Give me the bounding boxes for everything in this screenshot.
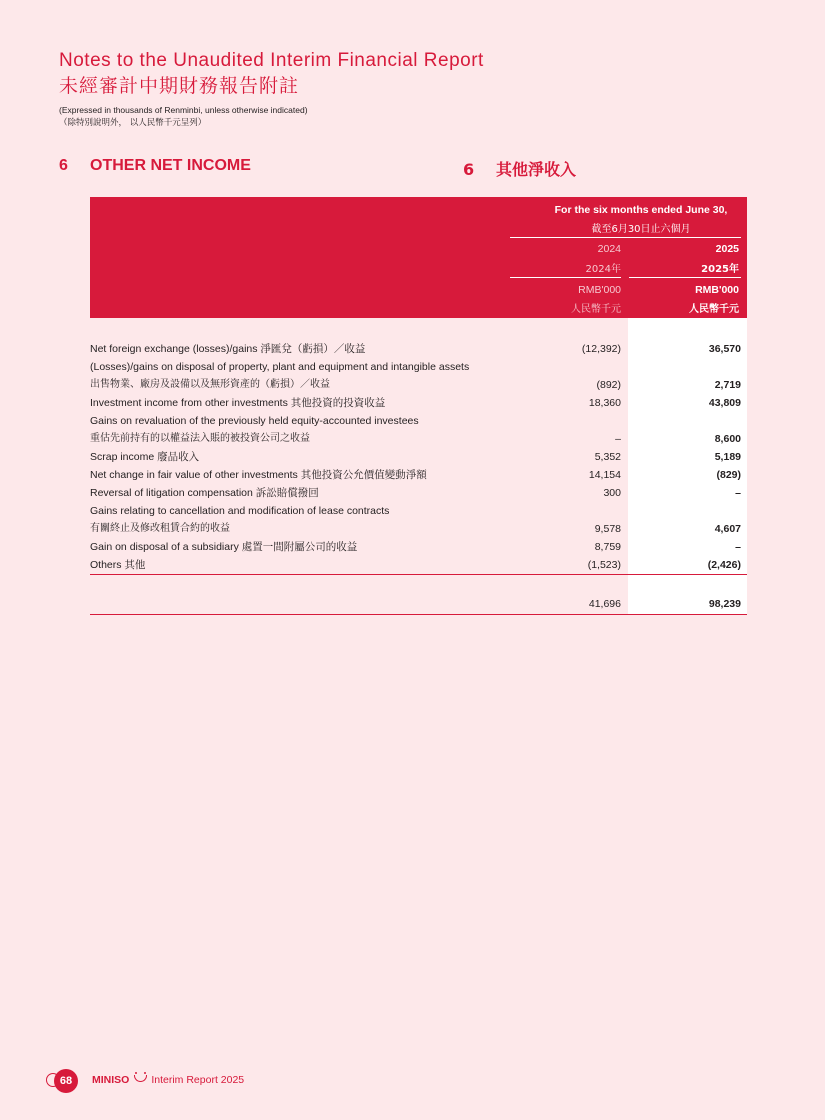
table-row bbox=[90, 340, 747, 358]
expressed-note-zh: （除特別說明外， 以人民幣千元呈列） bbox=[59, 118, 207, 128]
report-name: Interim Report 2025 bbox=[151, 1074, 245, 1086]
table-row bbox=[90, 430, 747, 448]
col-2024-unit-zh: 人民幣千元 bbox=[571, 304, 621, 315]
row-value-2024: 9,578 bbox=[594, 523, 621, 535]
row-value-2025: 43,809 bbox=[708, 397, 741, 409]
header-rule-2025 bbox=[629, 277, 741, 278]
col-2025-unit-zh: 人民幣千元 bbox=[689, 304, 739, 315]
section-title-en: OTHER NET INCOME bbox=[90, 157, 251, 174]
row-label: Reversal of litigation compensation 訴訟賠償撥回 bbox=[90, 487, 319, 499]
row-value-2024: 300 bbox=[603, 487, 621, 499]
total-rule bbox=[90, 614, 747, 615]
row-value-2025: 5,189 bbox=[714, 451, 741, 463]
row-value-2024: – bbox=[615, 433, 621, 445]
row-label: 有關終止及修改租賃合約的收益 bbox=[90, 523, 230, 534]
row-value-2024: (892) bbox=[596, 379, 621, 391]
subtotal-rule bbox=[90, 574, 747, 575]
col-2024-unit: RMB'000 bbox=[578, 284, 621, 296]
table-row bbox=[90, 502, 747, 520]
period-heading-en: For the six months ended June 30, bbox=[554, 204, 728, 216]
page-title-zh: 未經審計中期財務報告附註 bbox=[59, 75, 300, 97]
table-row bbox=[90, 394, 747, 412]
total-row bbox=[90, 595, 747, 613]
row-value-2024: (1,523) bbox=[587, 559, 621, 571]
row-label: Gain on disposal of a subsidiary 處置一間附屬公司的收益 bbox=[90, 541, 358, 553]
table-row bbox=[90, 448, 747, 466]
row-value-2024: 8,759 bbox=[594, 541, 621, 553]
table-body bbox=[90, 340, 747, 574]
section-title-zh: 其他淨收入 bbox=[496, 160, 577, 179]
row-value-2024: 14,154 bbox=[588, 469, 621, 481]
row-value-2025: 2,719 bbox=[714, 379, 741, 391]
row-label: 出售物業、廠房及設備以及無形資產的（虧損）／收益 bbox=[90, 379, 330, 390]
period-heading-zh: 截至6月30日止六個月 bbox=[591, 224, 691, 235]
table-row bbox=[90, 412, 747, 430]
col-2025-year-zh: 2025年 bbox=[701, 264, 739, 275]
col-2024-year: 2024 bbox=[597, 243, 621, 255]
row-value-2025: – bbox=[735, 487, 741, 499]
page-title-en: Notes to the Unaudited Interim Financial Report bbox=[59, 50, 484, 71]
table-row bbox=[90, 358, 747, 376]
row-label: Scrap income 廢品收入 bbox=[90, 451, 200, 463]
row-value-2025: 4,607 bbox=[714, 523, 741, 535]
row-label: 重估先前持有的以權益法入賬的被投資公司之收益 bbox=[90, 433, 310, 444]
table-row bbox=[90, 520, 747, 538]
total-value-2025: 98,239 bbox=[708, 598, 741, 610]
table-row bbox=[90, 484, 747, 502]
row-label: Investment income from other investments 其他投資的投資收益 bbox=[90, 397, 386, 409]
row-label: Others 其他 bbox=[90, 559, 146, 571]
page-number: 68 bbox=[54, 1069, 78, 1093]
section-heading-zh bbox=[463, 157, 576, 180]
header-rule bbox=[510, 237, 741, 238]
table-header bbox=[90, 197, 747, 318]
col-2025-year: 2025 bbox=[715, 243, 739, 255]
row-label: (Losses)/gains on disposal of property, plant and equipment and intangible assets bbox=[90, 361, 470, 373]
section-heading-en bbox=[59, 157, 251, 175]
row-value-2025: (2,426) bbox=[707, 559, 741, 571]
section-number-zh: 6 bbox=[463, 160, 475, 179]
row-label: Gains on revaluation of the previously held equity-accounted investees bbox=[90, 415, 419, 427]
row-value-2025: – bbox=[735, 541, 741, 553]
total-value-2024: 41,696 bbox=[588, 598, 621, 610]
footer-brand bbox=[92, 1074, 244, 1086]
brand-name: MINISO bbox=[92, 1074, 130, 1086]
table-row bbox=[90, 538, 747, 556]
table-row bbox=[90, 466, 747, 484]
row-value-2024: 18,360 bbox=[588, 397, 621, 409]
smile-logo-icon bbox=[134, 1075, 147, 1082]
row-label: Net foreign exchange (losses)/gains 淨匯兌（虧損）／收益 bbox=[90, 343, 366, 355]
row-label: Net change in fair value of other investments 其他投資公允價值變動淨額 bbox=[90, 469, 427, 481]
row-value-2025: 8,600 bbox=[714, 433, 741, 445]
table-row bbox=[90, 376, 747, 394]
col-2024-year-zh: 2024年 bbox=[585, 264, 621, 275]
section-number-en: 6 bbox=[59, 157, 68, 174]
row-value-2025: 36,570 bbox=[708, 343, 741, 355]
row-value-2024: 5,352 bbox=[594, 451, 621, 463]
table-row bbox=[90, 556, 747, 574]
row-label: Gains relating to cancellation and modification of lease contracts bbox=[90, 505, 390, 517]
expressed-note-en: (Expressed in thousands of Renminbi, unless otherwise indicated) bbox=[59, 105, 308, 115]
row-value-2025: (829) bbox=[716, 469, 741, 481]
col-2025-unit: RMB'000 bbox=[695, 284, 739, 296]
header-rule-2024 bbox=[510, 277, 621, 278]
row-value-2024: (12,392) bbox=[581, 343, 621, 355]
table-total bbox=[90, 595, 747, 613]
